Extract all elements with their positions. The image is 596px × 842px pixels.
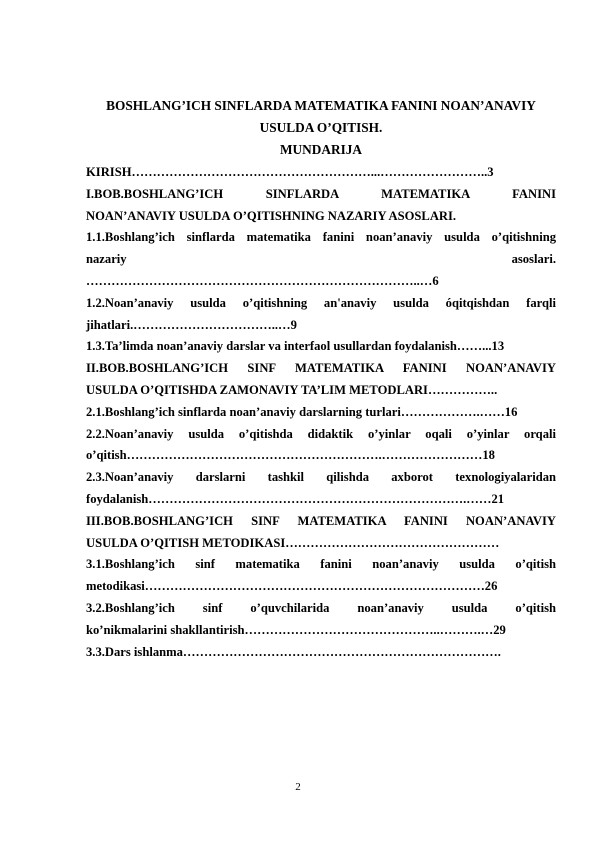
toc-entry-1-3[interactable] <box>86 336 556 358</box>
toc-entry-1-2[interactable] <box>86 293 556 337</box>
toc-heading: MUNDARIJA <box>280 142 362 157</box>
toc-line: 1.3.Ta’limda noan’anaviy darslar va interfaol usullardan foydalanish……...13 <box>86 339 505 354</box>
toc-entry-2-2[interactable] <box>86 424 556 468</box>
table-of-contents <box>86 162 556 663</box>
toc-entry-2-1[interactable] <box>86 402 556 424</box>
toc-line: foydalanish………………………………………………………………….……21 <box>86 491 505 506</box>
toc-line: I.BOB.BOSHLANG’ICH SINFLARDA MATEMATIKA FANINI <box>86 186 556 201</box>
toc-line: jihatlari.……………………………..…9 <box>86 317 297 332</box>
toc-entry-3-2[interactable] <box>86 598 556 642</box>
toc-line: KIRISH…………………………………………………...……………………..3 <box>86 165 494 179</box>
toc-line: III.BOB.BOSHLANG’ICH SINF MATEMATIKA FANINI NOAN’ANAVIY <box>86 513 556 528</box>
document-title-line-1: BOSHLANG’ICH SINFLARDA MATEMATIKA FANINI NOAN’ANAVIY <box>106 98 536 113</box>
toc-line: nazariy asoslari. <box>86 252 556 267</box>
toc-line: 2.3.Noan’anaviy darslarni tashkil qilishda axborot texnologiyalaridan <box>86 470 556 485</box>
toc-line: 2.1.Boshlang’ich sinflarda noan’anaviy darslarning turlari……………….……16 <box>86 404 518 419</box>
toc-line: 3.1.Boshlang’ich sinf matematika fanini noan’anaviy usulda o’qitish <box>86 557 556 572</box>
toc-line: ……………………………………………………………………..…6 <box>86 273 439 288</box>
toc-entry-3-3[interactable] <box>86 642 556 664</box>
toc-line: USULDA O’QITISHDA ZAMONAVIY TA’LIM METODLARI…………….. <box>86 382 498 397</box>
document-page <box>86 95 556 663</box>
toc-line: NOAN’ANAVIY USULDA O’QITISHNING NAZARIY ASOSLARI. <box>86 208 457 223</box>
toc-line: metodikasi………………………………………………………………………26 <box>86 579 498 594</box>
toc-line: o’qitish…………………………………………………….……………………18 <box>86 448 495 463</box>
toc-line: USULDA O’QITISH METODIKASI…………………………………………… <box>86 535 500 550</box>
toc-line: 2.2.Noan’anaviy usulda o’qitishda didaktik o’yinlar oqali o’yinlar orqali <box>86 426 556 441</box>
toc-entry-chapter-3[interactable] <box>86 511 556 555</box>
toc-line: 3.3.Dars ishlanma…………………………………………………………………. <box>86 644 501 659</box>
toc-entry-1-1[interactable] <box>86 227 556 292</box>
toc-line: 1.2.Noan’anaviy usulda o’qitishning an'anaviy usulda óqitqishdan farqli <box>86 295 556 310</box>
page-number: 2 <box>295 781 301 793</box>
toc-entry-3-1[interactable] <box>86 554 556 598</box>
toc-entry-2-3[interactable] <box>86 467 556 511</box>
document-title-line-2: USULDA O’QITISH. <box>259 120 383 135</box>
toc-line: 1.1.Boshlang’ich sinflarda matematika fanini noan’anaviy usulda o’qitishning <box>86 230 556 245</box>
toc-entry-chapter-1[interactable] <box>86 184 556 228</box>
toc-line: ko’nikmalarini shakllantirish………………………………………..……….…29 <box>86 622 506 637</box>
toc-line: II.BOB.BOSHLANG’ICH SINF MATEMATIKA FANINI NOAN’ANAVIY <box>86 361 556 376</box>
toc-entry-chapter-2[interactable] <box>86 358 556 402</box>
toc-line: 3.2.Boshlang’ich sinf o’quvchilarida noan’anaviy usulda o’qitish <box>86 600 556 615</box>
toc-entry-kirish[interactable] <box>86 162 556 184</box>
